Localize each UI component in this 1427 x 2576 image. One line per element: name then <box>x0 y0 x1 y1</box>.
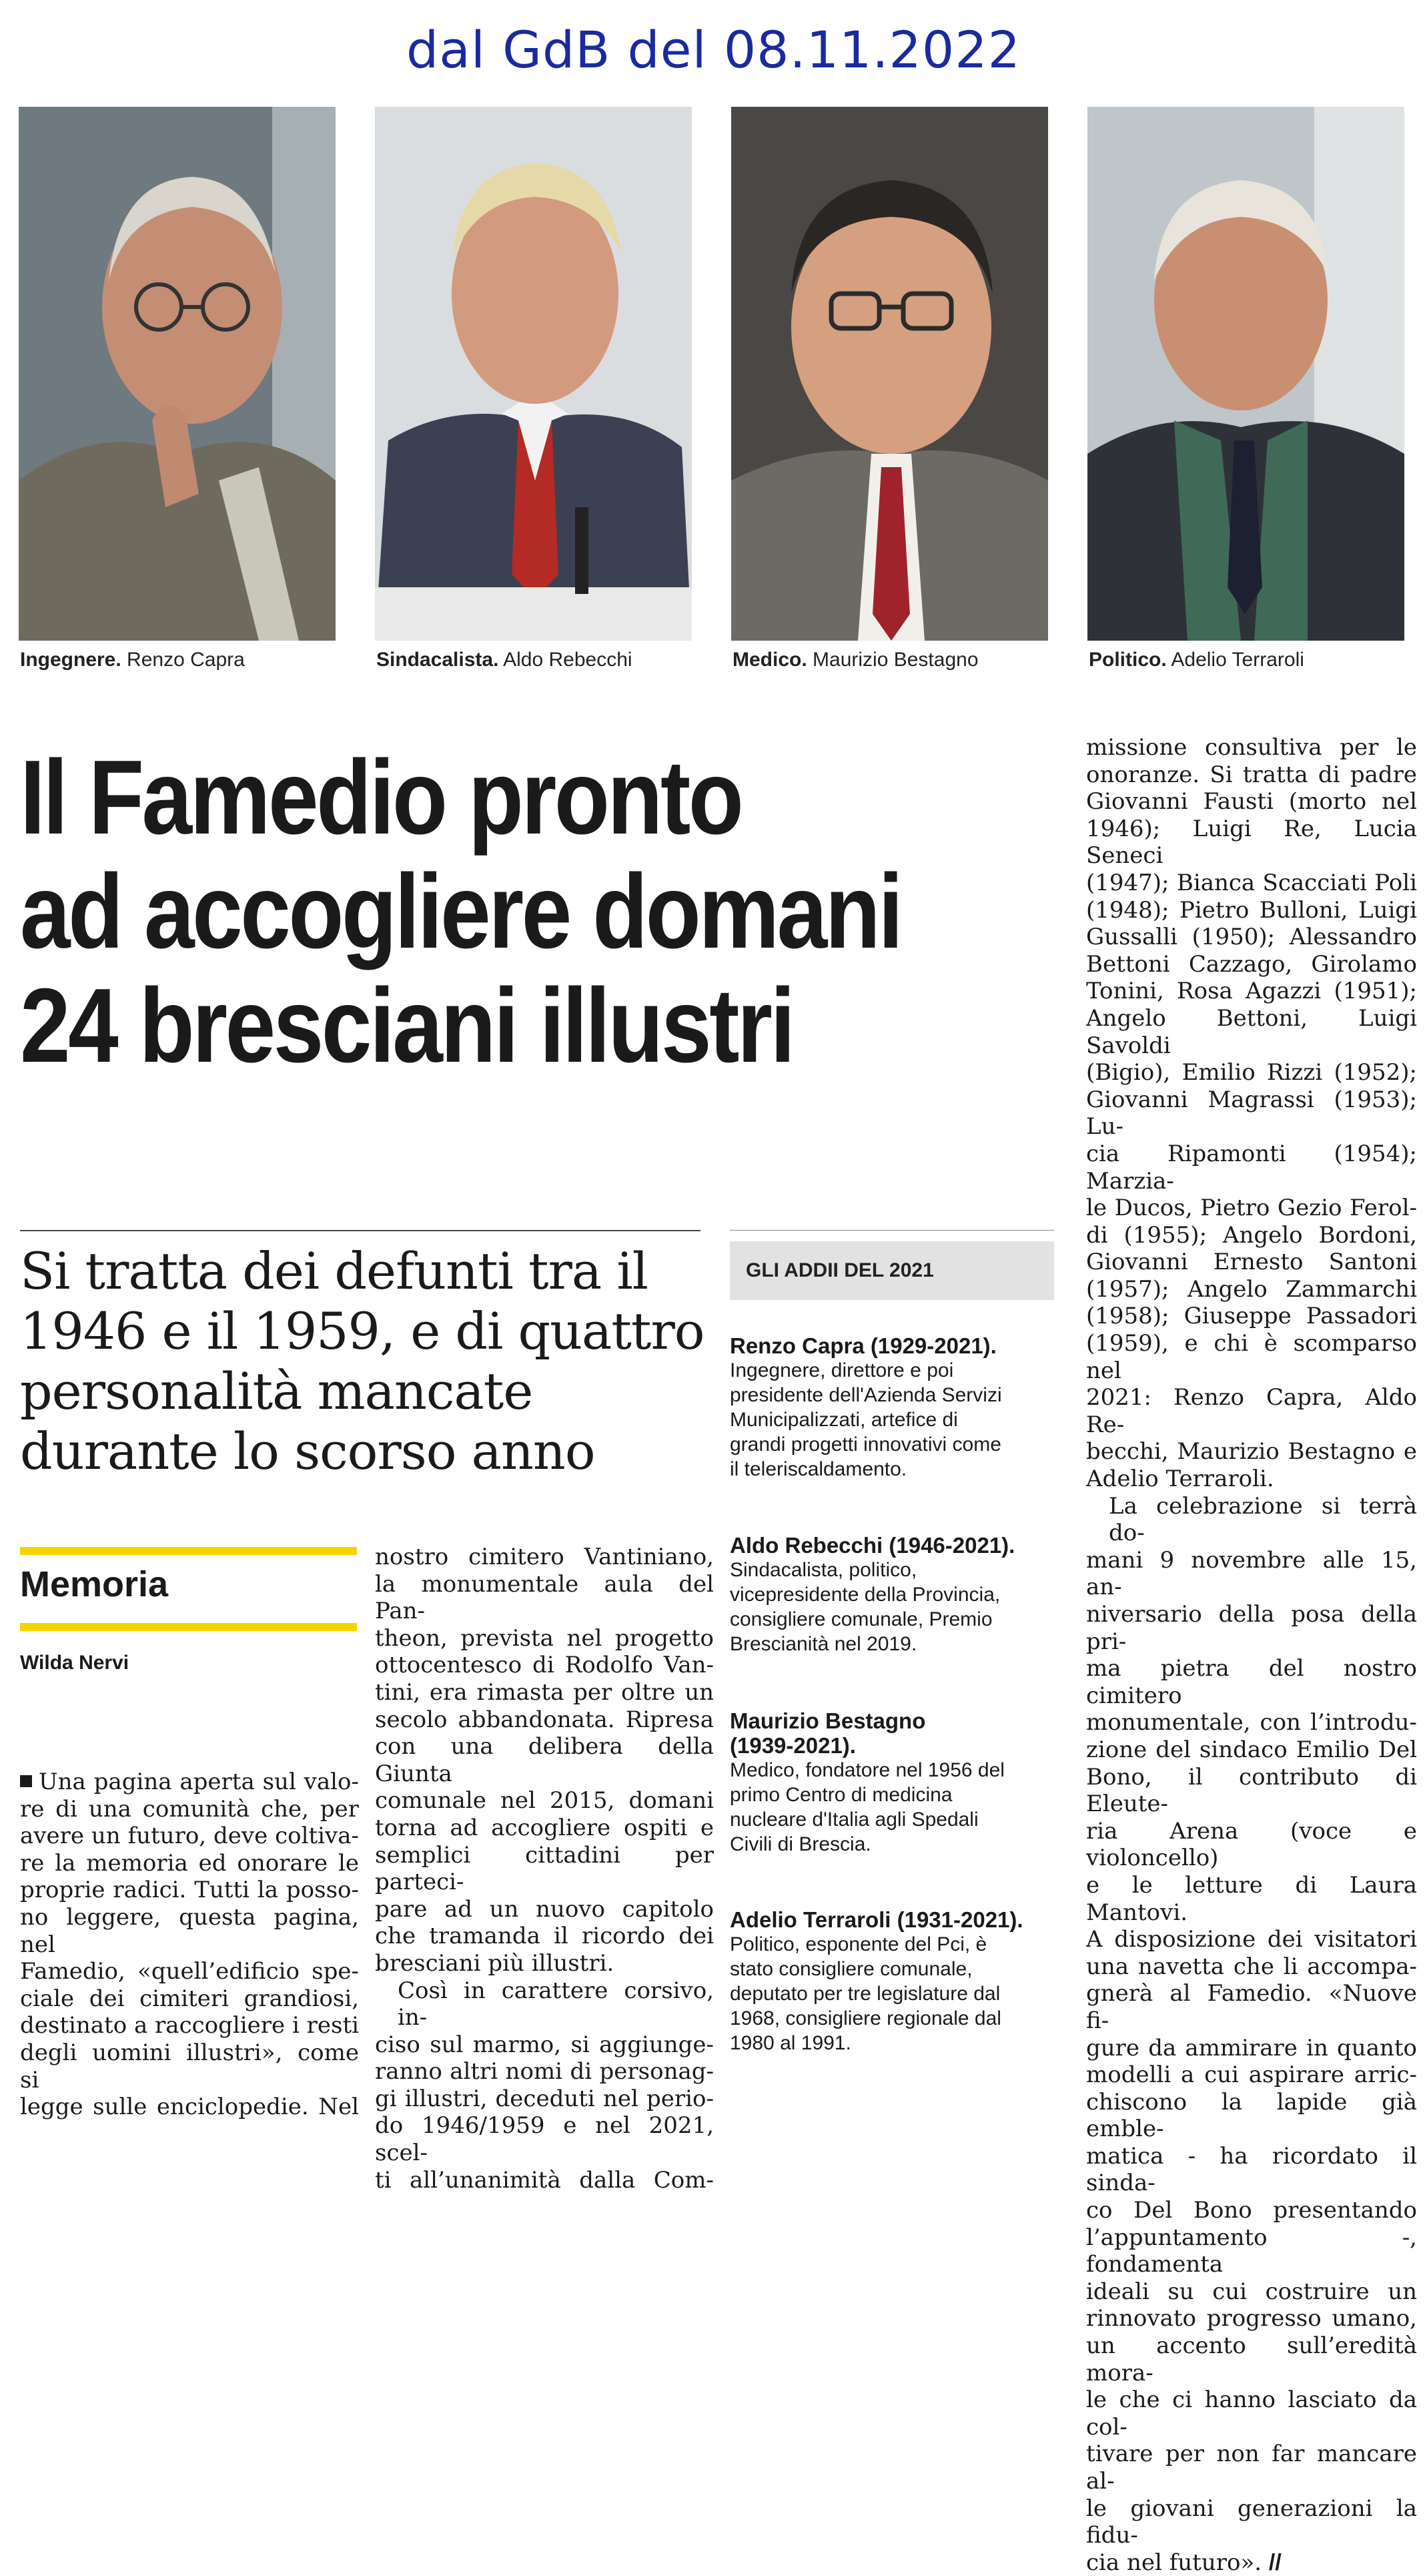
headline: Il Famedio pronto ad accogliere domani 24 bresciani illustri <box>20 739 901 1084</box>
text-line: nostro cimitero Vantiniano, <box>375 1544 714 1570</box>
text-line: theon, prevista nel progetto <box>375 1624 714 1652</box>
text-line: zione del sindaco Emilio Del <box>1086 1736 1417 1763</box>
text-line: ria Arena (voce e violoncello) <box>1086 1817 1417 1872</box>
subheadline-rule <box>20 1230 700 1231</box>
sidebar-entry-terraroli: Adelio Terraroli (1931-2021). Politico, esponente del Pci, è stato consigliere comunale, deputato per tre legislature dal 1968, consigliere regionale dal 1980 al 1991. <box>730 1907 1023 2054</box>
text-line: becchi, Maurizio Bestagno e <box>1086 1438 1417 1466</box>
text-line: ciale dei cimiteri grandiosi, <box>20 1985 359 2012</box>
text-line: mani 9 novembre alle 15, an- <box>1086 1546 1417 1601</box>
text-line: pare ad un nuovo capitolo <box>375 1895 714 1923</box>
text-line: degli uomini illustri», come si <box>20 2039 359 2094</box>
text-line: cia Ripamonti (1954); Marzia- <box>1086 1140 1417 1195</box>
text-line: una navetta che li accompa- <box>1086 1953 1417 1980</box>
text-line: 2021: Renzo Capra, Aldo Re- <box>1086 1384 1417 1438</box>
text-line: niversario della posa della pri- <box>1086 1601 1417 1655</box>
text-line: rinnovato progresso umano, <box>1086 2305 1417 2332</box>
text-line: cia nel futuro». // <box>1086 2549 1282 2576</box>
text-line: la monumentale aula del Pan- <box>375 1570 714 1625</box>
text-line: di (1955); Angelo Bordoni, <box>1086 1221 1417 1249</box>
text-line: do 1946/1959 e nel 2021, scel- <box>375 2112 714 2167</box>
text-line: ma pietra del nostro cimitero <box>1086 1655 1417 1709</box>
text-line: ottocentesco di Rodolfo Van- <box>375 1652 714 1679</box>
text-line: Così in carattere corsivo, in- <box>398 1977 714 2031</box>
text-line: Giovanni Ernesto Santoni <box>1086 1249 1417 1276</box>
text-line: comunale nel 2015, domani <box>375 1787 714 1815</box>
photo-renzo-capra <box>19 107 336 641</box>
text-line: 1946); Luigi Re, Lucia Seneci <box>1086 815 1417 870</box>
text-line: matica - ha ricordato il sinda- <box>1086 2142 1417 2197</box>
text-line: Gussalli (1950); Alessandro <box>1086 924 1417 951</box>
section-bar-top <box>20 1547 357 1555</box>
text-line: le che ci hanno lasciato da col- <box>1086 2386 1417 2441</box>
text-line: proprie radici. Tutti la posso- <box>20 1877 359 1904</box>
body-column-2 <box>375 1544 714 2194</box>
text-line: co Del Bono presentando <box>1086 2197 1417 2224</box>
section-bar-bottom <box>20 1623 357 1631</box>
photo-caption-rebecchi: Sindacalista. Aldo Rebecchi <box>376 649 632 671</box>
paragraph-square-icon <box>20 1775 32 1787</box>
text-line: La celebrazione si terrà do- <box>1109 1492 1417 1547</box>
text-line: ti all’unanimità dalla Com- <box>375 2166 714 2194</box>
text-line: re la memoria ed onorare le <box>20 1849 359 1877</box>
source-header: dal GdB del 08.11.2022 <box>406 20 1021 79</box>
text-line: ciso sul marmo, si aggiunge- <box>375 2031 714 2058</box>
photo-aldo-rebecchi <box>375 107 692 641</box>
text-line: e le letture di Laura Mantovi. <box>1086 1871 1417 1926</box>
body-column-1 <box>20 1768 359 2121</box>
text-line: Adelio Terraroli. <box>1086 1466 1274 1493</box>
text-line: (1947); Bianca Scacciati Poli <box>1086 869 1417 896</box>
text-line: (1958); Giuseppe Passadori <box>1086 1303 1417 1330</box>
text-line: tivare per non far mancare al- <box>1086 2441 1417 2495</box>
sidebar-header <box>730 1241 1054 1300</box>
sidebar-entry-rebecchi: Aldo Rebecchi (1946-2021). Sindacalista, politico, vicepresidente della Provincia, consigliere comunale, Premio Brescianità nel 2019. <box>730 1533 1015 1655</box>
subheadline: Si tratta dei defunti tra il 1946 e il 1959, e di quattro personalità mancate durante lo scorso anno <box>20 1241 704 1481</box>
text-line: Famedio, «quell’edificio spe- <box>20 1958 359 1985</box>
text-line: l’appuntamento -, fondamenta <box>1086 2224 1417 2278</box>
text-line: (1948); Pietro Bulloni, Luigi <box>1086 896 1417 924</box>
text-line: gure da ammirare in quanto <box>1086 2034 1417 2061</box>
text-line: onoranze. Si tratta di padre <box>1086 761 1417 788</box>
text-line: Bettoni Cazzago, Girolamo <box>1086 950 1417 978</box>
text-line: gnerà al Famedio. «Nuove fi- <box>1086 1980 1417 2034</box>
sidebar-entry-bestagno: Maurizio Bestagno (1939-2021). Medico, fondatore nel 1956 del primo Centro di medicina nucleare d'Italia agli Spedali Civili di Brescia. <box>730 1708 1005 1855</box>
sidebar-title: GLI ADDII DEL 2021 <box>746 1259 934 1281</box>
text-line: ranno altri nomi di personag- <box>375 2058 714 2085</box>
text-line: tini, era rimasta per oltre un <box>375 1678 714 1706</box>
text-line: legge sulle enciclopedie. Nel <box>20 2094 359 2121</box>
text-line: modelli a cui aspirare arric- <box>1086 2061 1417 2089</box>
text-line: bresciani più illustri. <box>375 1949 614 1977</box>
byline: Wilda Nervi <box>20 1652 129 1674</box>
sidebar-rule <box>730 1230 1054 1231</box>
text-line: re di una comunità che, per <box>20 1795 359 1823</box>
text-line: missione consultiva per le <box>1086 734 1417 761</box>
text-line: (1959), e chi è scomparso nel <box>1086 1330 1417 1384</box>
text-line: un accento sull’eredità mora- <box>1086 2332 1417 2386</box>
text-line: Giovanni Magrassi (1953); Lu- <box>1086 1086 1417 1141</box>
photo-caption-bestagno: Medico. Maurizio Bestagno <box>733 649 979 671</box>
photo-maurizio-bestagno <box>731 107 1048 641</box>
text-line: con una delibera della Giunta <box>375 1733 714 1787</box>
text-line: (Bigio), Emilio Rizzi (1952); <box>1086 1059 1417 1086</box>
photo-caption-terraroli: Politico. Adelio Terraroli <box>1089 649 1304 671</box>
section-label: Memoria <box>20 1564 169 1604</box>
text-line: Giovanni Fausti (morto nel <box>1086 788 1417 816</box>
text-line: Bono, il contributo di Eleute- <box>1086 1763 1417 1818</box>
end-mark: // <box>1268 2549 1282 2575</box>
text-line: no leggere, questa pagina, nel <box>20 1903 359 1958</box>
text-line: semplici cittadini per parteci- <box>375 1841 714 1896</box>
text-line: torna ad accogliere ospiti e <box>375 1814 714 1841</box>
text-line: (1957); Angelo Zammarchi <box>1086 1275 1417 1303</box>
text-line: Angelo Bettoni, Luigi Savoldi <box>1086 1004 1417 1059</box>
text-line: gi illustri, deceduti nel perio- <box>375 2085 714 2112</box>
text-line: Tonini, Rosa Agazzi (1951); <box>1086 978 1417 1005</box>
text-line: monumentale, con l’introdu- <box>1086 1709 1417 1736</box>
text-line: le Ducos, Pietro Gezio Ferol- <box>1086 1195 1417 1222</box>
text-line: chiscono la lapide già emble- <box>1086 2088 1417 2143</box>
text-line: secolo abbandonata. Ripresa <box>375 1706 714 1733</box>
sidebar-entry-capra: Renzo Capra (1929-2021). Ingegnere, direttore e poi presidente dell'Azienda Servizi Municipalizzati, artefice di grandi progetti innovativi come il teleriscaldamento. <box>730 1333 1002 1480</box>
text-line: che tramanda il ricordo dei <box>375 1923 714 1950</box>
text-line: ideali su cui costruire un <box>1086 2278 1417 2305</box>
text-line: le giovani generazioni la fidu- <box>1086 2495 1417 2549</box>
text-line: Una pagina aperta sul valo- <box>20 1768 359 1796</box>
text-line: avere un futuro, deve coltiva- <box>20 1823 359 1850</box>
text-line: destinato a raccogliere i resti <box>20 2012 359 2039</box>
photo-caption-capra: Ingegnere. Renzo Capra <box>20 649 245 671</box>
photo-adelio-terraroli <box>1087 107 1404 641</box>
body-column-4 <box>1086 734 1417 2576</box>
text-line: A disposizione dei visitatori <box>1086 1926 1417 1953</box>
